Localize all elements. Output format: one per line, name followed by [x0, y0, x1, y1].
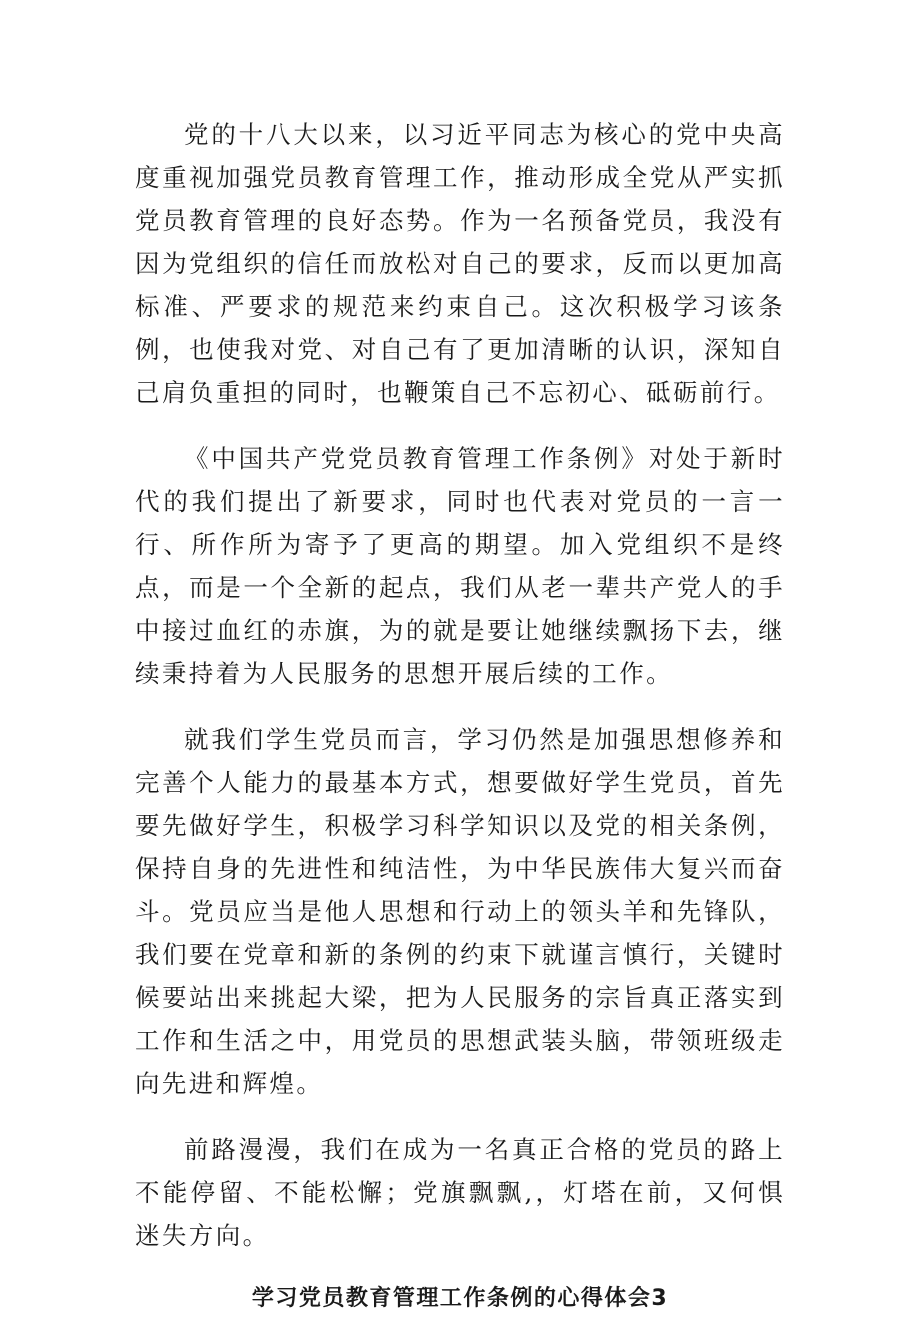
- section-heading: 学习党员教育管理工作条例的心得体会3: [251, 1286, 669, 1311]
- paragraph-3: 就我们学生党员而言，学习仍然是加强思想修养和完善个人能力的最基本方式，想要做好学生党员，首先要先做好学生，积极学习科学知识以及党的相关条例，保持自身的先进性和纯洁性，为中华民族伟大复兴而奋斗。党员应当是他人思想和行动上的领头羊和先锋队，我们要在党章和新的条例的约束下就谨言慎行，关键时候要站出来挑起大梁，把为人民服务的宗旨真正落实到工作和生活之中，用党员的思想武装头脑，带领班级走向先进和辉煌。: [135, 725, 785, 1098]
- paragraph-4: 前路漫漫，我们在成为一名真正合格的党员的路上不能停留、不能松懈；党旗飘飘,，灯塔在前，又何惧迷失方向。: [135, 1135, 785, 1250]
- paragraph-1: 党的十八大以来，以习近平同志为核心的党中央高度重视加强党员教育管理工作，推动形成全党从严实抓党员教育管理的良好态势。作为一名预备党员，我没有因为党组织的信任而放松对自己的要求，反而以更加高标准、严要求的规范来约束自己。这次积极学习该条例，也使我对党、对自己有了更加清晰的认识，深知自己肩负重担的同时，也鞭策自己不忘初心、砥砺前行。: [135, 120, 785, 407]
- document-page: [135, 113, 785, 1320]
- paragraph-2: 《中国共产党党员教育管理工作条例》对处于新时代的我们提出了新要求，同时也代表对党员的一言一行、所作所为寄予了更高的期望。加入党组织不是终点，而是一个全新的起点，我们从老一辈共产党人的手中接过血红的赤旗，为的就是要让她继续飘扬下去，继续秉持着为人民服务的思想开展后续的工作。: [135, 444, 785, 688]
